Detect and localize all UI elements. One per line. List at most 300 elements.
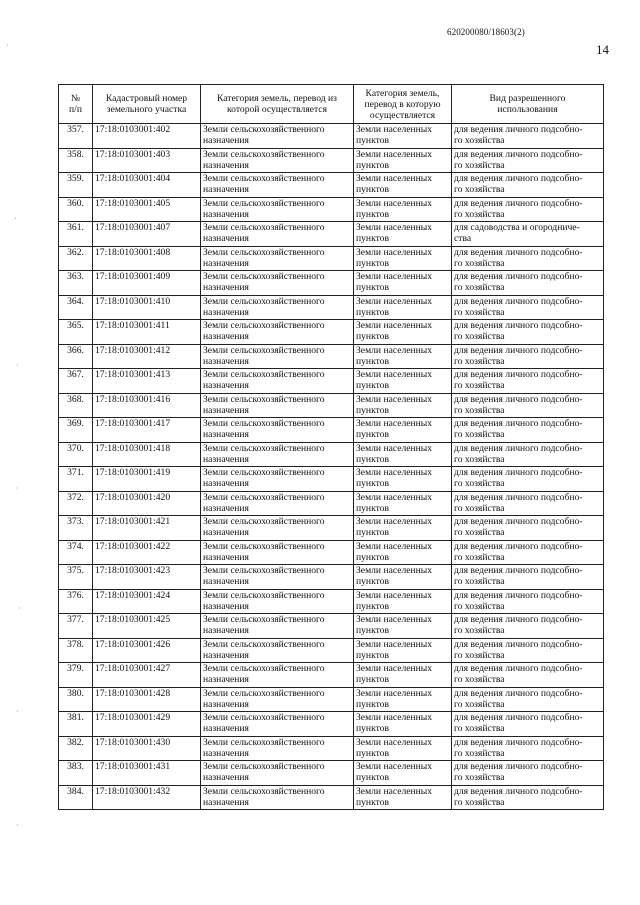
permitted-use [452,614,604,639]
scan-speck: · [16,707,19,716]
permitted-use-line: го хозяйства [454,502,505,514]
category-to-line: пунктов [356,649,389,661]
cadastral-number: 17:18:0103001:421 [93,516,201,541]
cadastral-number: 17:18:0103001:403 [93,148,201,173]
category-from-line: назначения [203,159,249,171]
permitted-use-line: го хозяйства [454,723,505,735]
category-to-line: пунктов [356,331,389,343]
category-from-line: назначения [203,502,249,514]
category-from-line: назначения [203,282,249,294]
category-to [354,565,452,590]
category-to-line: пунктов [356,380,389,392]
category-from-line: Земли сельскохозяйственного [203,785,325,797]
category-from-line: назначения [203,625,249,637]
permitted-use-line: для ведения личного подсобно- [454,736,583,748]
permitted-use-line: го хозяйства [454,184,505,196]
permitted-use-line: для ведения личного подсобно- [454,516,583,527]
category-to-line: Земли населенных [356,393,433,405]
permitted-use-line: для ведения личного подсобно- [454,761,583,772]
category-to-line: Земли населенных [356,442,433,454]
permitted-use [452,271,604,296]
permitted-use [452,712,604,737]
table-row [59,540,604,565]
cadastral-number: 17:18:0103001:422 [93,540,201,565]
category-to [354,736,452,761]
table-row [59,712,604,737]
permitted-use-line: го хозяйства [454,649,505,661]
category-from-line: назначения [203,698,249,710]
permitted-use-line: для ведения личного подсобно- [454,663,583,674]
category-to-line: Земли населенных [356,148,433,160]
category-from [201,222,354,247]
table-row [59,516,604,541]
column-header-line: Категория земель, [365,87,440,99]
category-to [354,148,452,173]
permitted-use-line: го хозяйства [454,527,505,539]
category-from-line: Земли сельскохозяйственного [203,565,325,576]
category-from-line: назначения [203,600,249,612]
category-to [354,320,452,345]
cadastral-number: 17:18:0103001:416 [93,393,201,418]
category-to-line: пунктов [356,551,389,563]
category-to-line: Земли населенных [356,736,433,748]
column-header-line: Вид разрешенного [489,93,566,104]
permitted-use [452,246,604,271]
category-to-line: Земли населенных [356,589,433,601]
category-to-line: Земли населенных [356,222,433,233]
permitted-use [452,418,604,443]
category-to-line: пунктов [356,233,389,245]
table-row [59,295,604,320]
category-to [354,295,452,320]
category-from [201,736,354,761]
category-from [201,540,354,565]
category-to [354,271,452,296]
row-number: 357. [59,124,93,149]
table-row [59,271,604,296]
category-to-line: Земли населенных [356,418,433,429]
permitted-use [452,393,604,418]
table-row [59,736,604,761]
permitted-use-line: для ведения личного подсобно- [454,614,583,625]
category-to-line: пунктов [356,600,389,612]
category-from-line: назначения [203,551,249,563]
cadastral-number: 17:18:0103001:410 [93,295,201,320]
category-from [201,344,354,369]
scan-speck: · [16,821,19,830]
cadastral-number: 17:18:0103001:409 [93,271,201,296]
category-from-line: Земли сельскохозяйственного [203,222,325,233]
row-number: 379. [59,663,93,688]
category-to-line: Земли населенных [356,761,433,772]
category-from-line: Земли сельскохозяйственного [203,197,325,209]
column-header-line: № [70,93,81,104]
table-row [59,173,604,198]
permitted-use-line: го хозяйства [454,698,505,710]
permitted-use-line: ства [454,233,472,245]
category-to [354,785,452,810]
row-number: 363. [59,271,93,296]
page-number: 14 [596,42,609,57]
cadastral-number: 17:18:0103001:407 [93,222,201,247]
permitted-use-line: для ведения личного подсобно- [454,393,583,405]
category-from-line: Земли сельскохозяйственного [203,369,325,380]
row-number: 374. [59,540,93,565]
table-row [59,614,604,639]
row-number: 376. [59,589,93,614]
permitted-use-line: для ведения личного подсобно- [454,197,583,209]
category-to-line: пунктов [356,404,389,416]
permitted-use-line: для ведения личного подсобно- [454,491,583,503]
permitted-use-line: го хозяйства [454,159,505,171]
category-from [201,148,354,173]
category-from-line: назначения [203,257,249,269]
category-from-line: Земли сельскохозяйственного [203,638,325,650]
cadastral-number: 17:18:0103001:429 [93,712,201,737]
column-header-line: земельного участка [106,104,187,115]
column-header-cadastral [93,85,201,124]
table-row [59,467,604,492]
category-to [354,442,452,467]
category-from-line: назначения [203,184,249,196]
category-from [201,761,354,786]
table-row [59,663,604,688]
category-from-line: Земли сельскохозяйственного [203,393,325,405]
category-from [201,393,354,418]
cadastral-number: 17:18:0103001:419 [93,467,201,492]
column-header-line: Кадастровый номер [105,93,188,104]
category-to [354,516,452,541]
permitted-use-line: для ведения личного подсобно- [454,712,583,723]
row-number: 373. [59,516,93,541]
category-from [201,467,354,492]
category-from-line: Земли сельскохозяйственного [203,540,325,552]
permitted-use [452,148,604,173]
column-header-line: перевод в которую [364,98,441,110]
permitted-use [452,638,604,663]
permitted-use-line: го хозяйства [454,551,505,563]
row-number: 361. [59,222,93,247]
category-to-line: Земли населенных [356,467,433,478]
permitted-use-line: для ведения личного подсобно- [454,565,583,576]
category-to-line: Земли населенных [356,295,433,307]
table-row [59,197,604,222]
permitted-use-line: го хозяйства [454,306,505,318]
category-to [354,197,452,222]
cadastral-number: 17:18:0103001:408 [93,246,201,271]
category-to [354,761,452,786]
table-row [59,246,604,271]
category-to-line: Земли населенных [356,197,433,209]
category-from-line: назначения [203,527,249,539]
permitted-use-line: го хозяйства [454,135,505,147]
category-to [354,467,452,492]
permitted-use-line: для ведения личного подсобно- [454,589,583,601]
category-to-line: пунктов [356,576,389,588]
permitted-use [452,516,604,541]
permitted-use [452,344,604,369]
permitted-use-line: для ведения личного подсобно- [454,418,583,429]
category-from-line: Земли сельскохозяйственного [203,663,325,674]
permitted-use-line: го хозяйства [454,208,505,220]
category-from [201,197,354,222]
permitted-use-line: для ведения личного подсобно- [454,369,583,380]
row-number: 367. [59,369,93,394]
permitted-use-line: го хозяйства [454,478,505,490]
permitted-use-line: го хозяйства [454,772,505,784]
category-to-line: Земли населенных [356,124,433,135]
permitted-use [452,785,604,810]
category-to [354,614,452,639]
category-from [201,320,354,345]
scan-speck: · [18,604,21,613]
category-to-line: пунктов [356,355,389,367]
category-to-line: Земли населенных [356,712,433,723]
category-to-line: Земли населенных [356,663,433,674]
category-to-line: пунктов [356,747,389,759]
category-from-line: Земли сельскохозяйственного [203,124,325,135]
cadastral-number: 17:18:0103001:432 [93,785,201,810]
row-number: 380. [59,687,93,712]
category-from-line: Земли сельскохозяйственного [203,320,325,331]
category-to-line: Земли населенных [356,491,433,503]
row-number: 382. [59,736,93,761]
category-to-line: Земли населенных [356,540,433,552]
column-header-line: использования [497,104,558,115]
category-to [354,173,452,198]
category-to-line: пунктов [356,429,389,441]
category-from-line: назначения [203,478,249,490]
scan-speck: · [6,41,9,50]
row-number: 366. [59,344,93,369]
permitted-use-line: для ведения личного подсобно- [454,148,583,160]
document-number: 620200080/18603(2) [447,27,525,37]
table-body [59,124,604,810]
category-from-line: назначения [203,674,249,686]
category-from-line: назначения [203,576,249,588]
category-to-line: пунктов [356,453,389,465]
category-from [201,369,354,394]
category-from-line: Земли сельскохозяйственного [203,712,325,723]
category-to [354,540,452,565]
table-row [59,638,604,663]
category-from-line: Земли сельскохозяйственного [203,442,325,454]
cadastral-number: 17:18:0103001:404 [93,173,201,198]
table-row [59,124,604,149]
permitted-use-line: го хозяйства [454,600,505,612]
cadastral-number: 17:18:0103001:405 [93,197,201,222]
table-row [59,687,604,712]
column-header-category-from [201,85,354,124]
category-to [354,687,452,712]
category-from [201,663,354,688]
permitted-use-line: го хозяйства [454,625,505,637]
category-to-line: пунктов [356,282,389,294]
category-from-line: назначения [203,404,249,416]
category-from-line: назначения [203,331,249,343]
row-number: 381. [59,712,93,737]
category-to-line: пунктов [356,674,389,686]
category-from-line: Земли сельскохозяйственного [203,173,325,184]
category-from-line: назначения [203,135,249,147]
permitted-use-line: го хозяйства [454,331,505,343]
category-to-line: пунктов [356,184,389,196]
row-number: 370. [59,442,93,467]
table-row [59,565,604,590]
category-to-line: Земли населенных [356,687,433,699]
category-from-line: назначения [203,796,249,808]
category-from-line: назначения [203,355,249,367]
column-header-permitted-use [452,85,604,124]
cadastral-number: 17:18:0103001:402 [93,124,201,149]
permitted-use-line: для ведения личного подсобно- [454,295,583,307]
permitted-use [452,124,604,149]
category-from-line: Земли сельскохозяйственного [203,736,325,748]
category-from-line: Земли сельскохозяйственного [203,418,325,429]
permitted-use-line: для ведения личного подсобно- [454,320,583,331]
category-from-line: Земли сельскохозяйственного [203,246,325,258]
permitted-use-line: для ведения личного подсобно- [454,467,583,478]
scan-speck: · [16,361,19,370]
category-from-line: назначения [203,208,249,220]
category-from-line: назначения [203,306,249,318]
permitted-use-line: для садоводства и огородниче- [454,222,580,233]
permitted-use-line: для ведения личного подсобно- [454,540,583,552]
permitted-use [452,540,604,565]
category-from [201,271,354,296]
cadastral-number: 17:18:0103001:423 [93,565,201,590]
permitted-use-line: го хозяйства [454,796,505,808]
table-row [59,491,604,516]
category-from-line: Земли сельскохозяйственного [203,344,325,356]
category-from-line: назначения [203,649,249,661]
category-to-line: пунктов [356,625,389,637]
category-from [201,785,354,810]
row-number: 368. [59,393,93,418]
permitted-use [452,687,604,712]
category-to [354,344,452,369]
column-header-line: п/п [69,104,82,115]
category-to-line: пунктов [356,257,389,269]
category-from-line: Земли сельскохозяйственного [203,467,325,478]
category-from [201,687,354,712]
table-row [59,785,604,810]
cadastral-number: 17:18:0103001:412 [93,344,201,369]
permitted-use-line: для ведения личного подсобно- [454,271,583,282]
permitted-use-line: го хозяйства [454,380,505,392]
category-to-line: пунктов [356,306,389,318]
category-to-line: Земли населенных [356,320,433,331]
permitted-use [452,222,604,247]
permitted-use-line: го хозяйства [454,576,505,588]
permitted-use-line: для ведения личного подсобно- [454,344,583,356]
row-number: 358. [59,148,93,173]
permitted-use [452,369,604,394]
category-to-line: пунктов [356,698,389,710]
category-to [354,663,452,688]
permitted-use [452,736,604,761]
category-from-line: Земли сельскохозяйственного [203,491,325,503]
row-number: 375. [59,565,93,590]
category-to-line: пунктов [356,478,389,490]
cadastral-number: 17:18:0103001:426 [93,638,201,663]
category-to [354,638,452,663]
permitted-use-line: для ведения личного подсобно- [454,124,583,135]
permitted-use [452,442,604,467]
category-from [201,491,354,516]
cadastral-number: 17:18:0103001:420 [93,491,201,516]
category-from [201,565,354,590]
scan-speck: · [16,484,19,493]
column-header-line: осуществляется [369,109,436,121]
category-from-line: назначения [203,380,249,392]
column-header-number [59,85,93,124]
permitted-use-line: го хозяйства [454,747,505,759]
row-number: 377. [59,614,93,639]
category-from [201,712,354,737]
table-row [59,344,604,369]
cadastral-number: 17:18:0103001:413 [93,369,201,394]
category-from-line: Земли сельскохозяйственного [203,614,325,625]
table-row [59,589,604,614]
category-to [354,222,452,247]
permitted-use [452,197,604,222]
cadastral-number: 17:18:0103001:431 [93,761,201,786]
category-from [201,124,354,149]
table-row [59,369,604,394]
permitted-use-line: го хозяйства [454,282,505,294]
permitted-use [452,320,604,345]
permitted-use-line: для ведения личного подсобно- [454,442,583,454]
permitted-use [452,467,604,492]
permitted-use-line: для ведения личного подсобно- [454,246,583,258]
category-from [201,516,354,541]
category-to-line: Земли населенных [356,271,433,282]
category-to-line: Земли населенных [356,344,433,356]
category-to [354,393,452,418]
category-to [354,369,452,394]
category-from-line: Земли сельскохозяйственного [203,589,325,601]
category-to-line: Земли населенных [356,614,433,625]
category-to [354,418,452,443]
category-to-line: Земли населенных [356,638,433,650]
category-from [201,638,354,663]
table-row [59,320,604,345]
category-to-line: Земли населенных [356,785,433,797]
table-row [59,393,604,418]
permitted-use-line: го хозяйства [454,355,505,367]
category-to-line: пунктов [356,135,389,147]
table-row [59,222,604,247]
permitted-use-line: для ведения личного подсобно- [454,687,583,699]
permitted-use [452,173,604,198]
category-to-line: Земли населенных [356,173,433,184]
category-from [201,246,354,271]
permitted-use-line: для ведения личного подсобно- [454,785,583,797]
permitted-use [452,565,604,590]
row-number: 362. [59,246,93,271]
category-to [354,246,452,271]
permitted-use-line: го хозяйства [454,257,505,269]
column-header-line: Категория земель, перевод из [217,93,337,104]
category-to-line: пунктов [356,723,389,735]
row-number: 359. [59,173,93,198]
category-from-line: назначения [203,723,249,735]
scan-speck: · [14,214,17,223]
category-to [354,124,452,149]
category-from-line: назначения [203,772,249,784]
category-from-line: Земли сельскохозяйственного [203,687,325,699]
